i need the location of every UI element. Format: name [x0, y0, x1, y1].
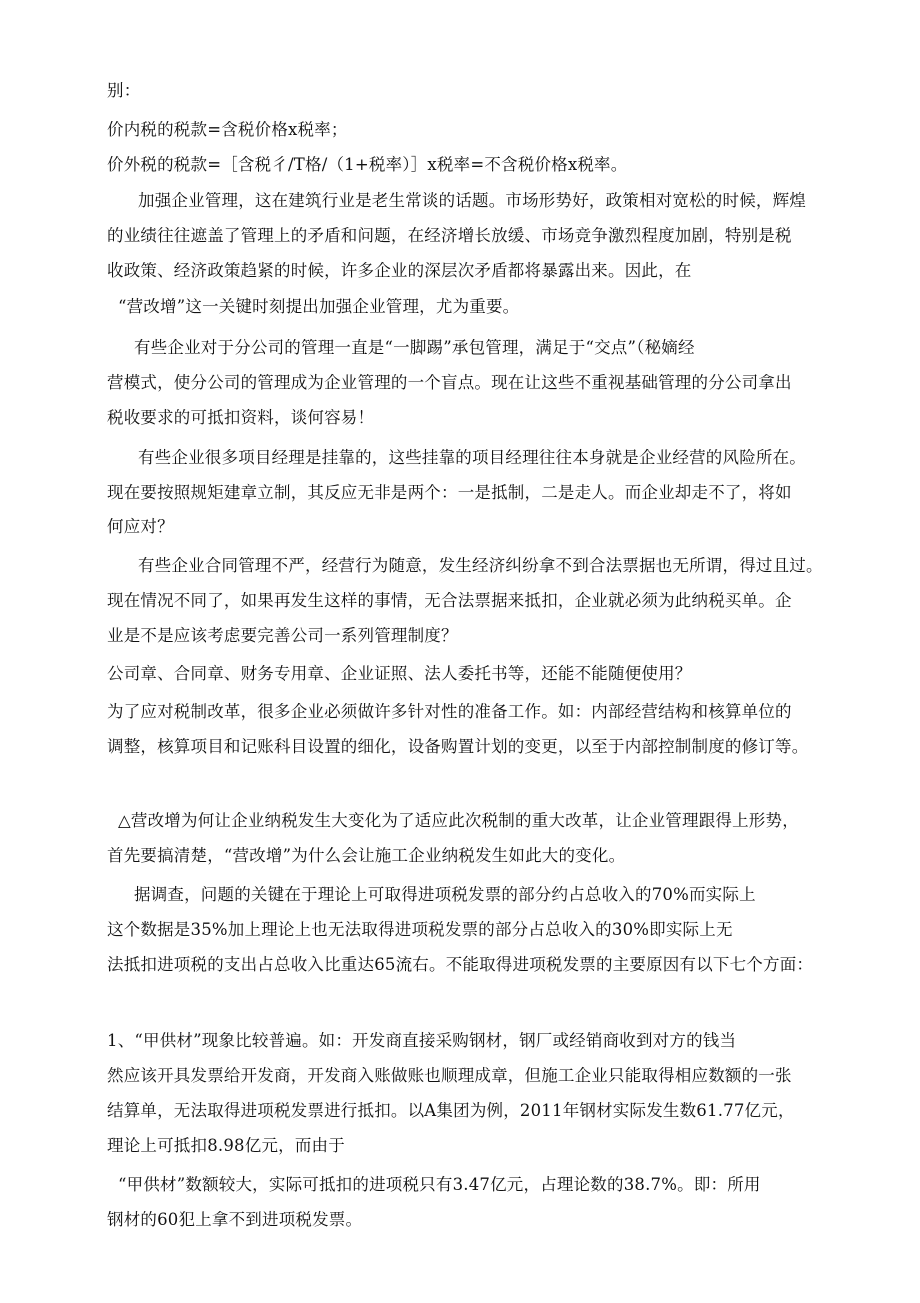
paragraph-line: 的业绩往往遮盖了管理上的矛盾和问题，在经济增长放缓、市场竞争激烈程度加剧，特别是税: [107, 226, 792, 245]
list-item-line: 理论上可抵扣8.98亿元，而由于: [107, 1136, 345, 1155]
paragraph-line: 为了应对税制改革，很多企业必须做许多针对性的准备工作。如：内部经营结构和核算单位的: [107, 702, 792, 721]
formula-line: 价外税的税款=［含税彳/T格/（1+税率）］x税率=不含税价格x税率。: [107, 155, 628, 174]
text-line: 别：: [107, 81, 141, 100]
paragraph-line: 业是不是应该考虑要完善公司一系列管理制度？: [107, 626, 458, 645]
paragraph-line: 加强企业管理，这在建筑行业是老生常谈的话题。市场形势好，政策相对宽松的时候，辉煌: [138, 191, 806, 210]
list-item-line: 然应该开具发票给开发商，开发商入账做账也顺理成章，但施工企业只能取得相应数额的一张: [107, 1066, 792, 1085]
paragraph-line: 这个数据是35%加上理论上也无法取得进项税发票的部分占总收入的30%即实际上无: [107, 920, 733, 939]
paragraph-line: 据调查，问题的关键在于理论上可取得进项税发票的部分约占总收入的70%而实际上: [134, 885, 756, 904]
formula-line: 价内税的税款=含税价格x税率；: [107, 120, 348, 139]
list-item-line: 结算单，无法取得进项税发票进行抵扣。以A集团为例，2011年钢材实际发生数61.77亿元，: [107, 1101, 795, 1120]
paragraph-line: 有些企业对于分公司的管理一直是“一脚踢”承包管理，满足于“交点”（秘嫡经: [134, 338, 695, 357]
paragraph-line: “营改增”这一关键时刻提出加强企业管理，尤为重要。: [118, 297, 520, 316]
paragraph-line: 营模式，使分公司的管理成为企业管理的一个盲点。现在让这些不重视基础管理的分公司拿出: [107, 373, 792, 392]
paragraph-line: 何应对？: [107, 517, 174, 536]
list-item-line: 钢材的60犯上拿不到进项税发票。: [107, 1210, 363, 1229]
list-item-line: 1、“甲供材”现象比较普遍。如：开发商直接采购钢材，钢厂或经销商收到对方的钱当: [107, 1031, 737, 1050]
list-item-line: “甲供材”数额较大，实际可抵扣的进项税只有3.47亿元，占理论数的38.7%。即：所用: [118, 1175, 761, 1194]
paragraph-line: 公司章、合同章、财务专用章、企业证照、法人委托书等，还能不能随便使用？: [107, 664, 692, 683]
paragraph-line: 法抵扣进项税的支出占总收入比重达65流右。不能取得进项税发票的主要原因有以下七个方面：: [107, 955, 814, 974]
paragraph-line: 调整，核算项目和记账科目设置的细化，设备购置计划的变更，以至于内部控制制度的修订等。: [107, 737, 809, 756]
paragraph-line: 税收要求的可抵扣资料，谈何容易！: [107, 408, 375, 427]
paragraph-line: 首先要搞清楚，“营改增”为什么会让施工企业纳税发生如此大的变化。: [107, 846, 626, 865]
section-heading-line: △营改增为何让企业纳税发生大变化为了适应此次税制的重大改革，让企业管理跟得上形势，: [118, 811, 799, 830]
paragraph-line: 现在要按照规矩建章立制，其反应无非是两个：一是抵制，二是走人。而企业却走不了，将如: [107, 483, 792, 502]
paragraph-line: 收政策、经济政策趋紧的时候，许多企业的深层次矛盾都将暴露出来。因此，在: [107, 261, 692, 280]
paragraph-line: 现在情况不同了，如果再发生这样的事情，无合法票据来抵扣，企业就必须为此纳税买单。企: [107, 591, 792, 610]
paragraph-line: 有些企业合同管理不严，经营行为随意，发生经济纠纷拿不到合法票据也无所谓，得过且过。: [138, 556, 823, 575]
paragraph-line: 有些企业很多项目经理是挂靠的，这些挂靠的项目经理往往本身就是企业经营的风险所在。: [138, 448, 806, 467]
